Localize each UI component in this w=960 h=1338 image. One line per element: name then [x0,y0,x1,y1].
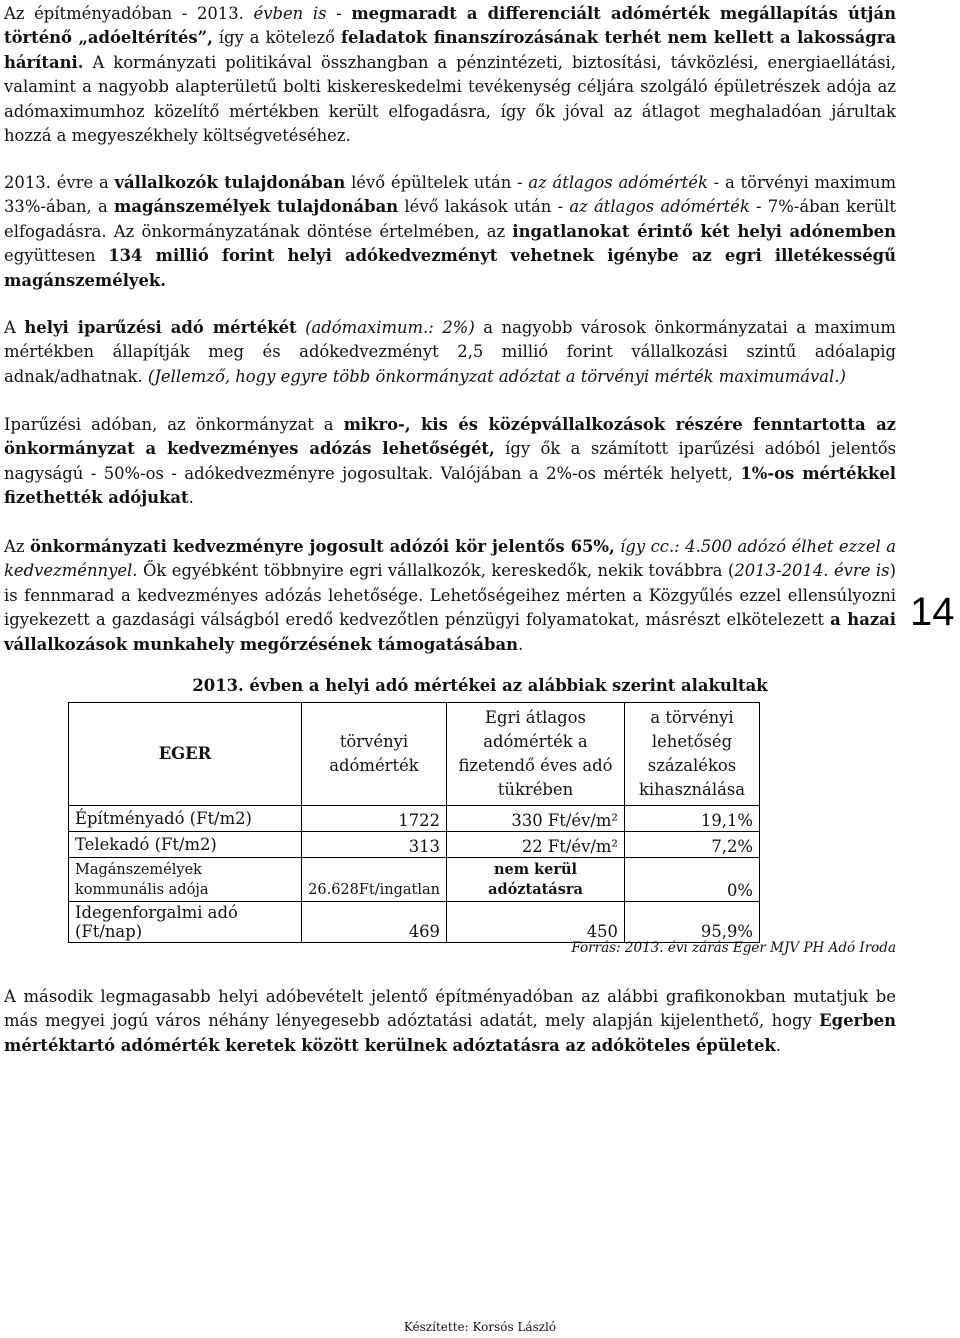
text-span: ) is fennmarad a kedvezményes adózás lehetősége. Lehetőségeihez mérten a Közgyűlés ezzel ellensúlyozni igyekezett a gazdasági válságból eredő kedvezőtlen pénzügyi folyamatokat, másrészt elkötelezett [4,561,896,630]
text-span: mikro-, kis és középvállalkozások részére fenntartotta az önkormányzat a kedvezményes adózás lehetőségét, [4,415,896,459]
text-span: lévő épültelek után - [345,173,529,192]
text-span: helyi iparűzési adó mértékét [24,318,297,337]
text-span: . [775,1035,781,1055]
text-span: az átlagos adómérték [569,197,750,217]
paragraph-plot-tax [4,171,896,293]
text-span: Az [4,537,30,556]
table-source-note: Forrás: 2013. évi zárás Eger MJV PH Adó Iroda [571,940,896,956]
row-utilization: 19,1% [625,806,760,832]
header-statutory-rate: törvényi adómérték [302,703,447,806]
text-span: ingatlanokat érintő két helyi adónemben [512,221,896,241]
paragraph-building-tax [4,2,896,148]
text-span: - a törvényi maximum 33%-ában, a [4,173,896,217]
text-span: Ők egyébként többnyire egri vállalkozók, kereskedők, nekik továbbra ( [137,561,735,581]
table-header-row [69,703,760,806]
text-span: 1%-os mértékkel fizethették adójukat [4,463,896,508]
text-span: feladatok finanszírozásának terhét nem kellett a lakosságra hárítani. [4,28,896,72]
text-span: 2013-2014. évre is [734,561,890,581]
row-average-rate: 330 Ft/év/m² [447,806,625,832]
row-name: Telekadó (Ft/m2) [69,832,302,858]
row-name: Építményadó (Ft/m2) [69,806,302,832]
text-span: így ők a számított iparűzési adóból jelentős nagyságú - 50%-os - adókedvezményre jogosultak. Valójában a 2%-os mérték helyett, [4,439,896,483]
text-span: évben is [253,4,327,23]
text-span: A második legmagasabb helyi adóbevételt jelentő építményadóban az alábbi grafikonokban mutatjuk be más megyei jogú város néhány lényegesebb adóztatási adatát, mely alapján kijelenthető, hogy [4,987,896,1031]
header-eger: EGER [69,703,302,806]
table-title: 2013. évben a helyi adó mértékei az alábbiak szerint alakultak [192,676,768,695]
row-utilization: 0% [625,858,760,902]
text-span: így cc.: 4.500 adózó élhet ezzel a kedvezménnyel. [4,537,896,581]
text-span: lévő lakások után - [398,197,570,217]
text-span: . [518,634,524,654]
text-span: önkormányzati kedvezményre jogosult adózói kör jelentős 65%, [29,537,615,556]
row-statutory-rate: 313 [302,832,447,858]
row-utilization: 7,2% [625,832,760,858]
text-span: az átlagos adómérték [528,173,708,192]
text-span: a nagyobb városok önkormányzatai a maximum mértékben állapítják meg és adókedvezményt 2,5 millió forint vállalkozási szintű adóalapig adnak/adhatnak. [4,318,896,386]
text-span: (adómaximum.: 2%) [296,318,475,337]
footer-author: Készítette: Korsós László [403,1320,557,1334]
row-statutory-rate: 1722 [302,806,447,832]
text-span: Az építményadóban - 2013. [4,4,254,23]
paragraph-eligible-taxpayers [4,535,896,657]
text-span: vállalkozók tulajdonában [114,173,346,192]
row-average-rate: nem kerül adóztatásra [447,858,625,902]
text-span: Egerben mértéktartó adómérték keretek között kerülnek adóztatásra az adóköteles épületek [4,1011,896,1055]
text-span: A [4,318,25,337]
text-span: 2013. évre a [4,173,115,192]
text-span: a hazai vállalkozások munkahely megőrzésének támogatásában [4,610,896,654]
text-span: magánszemélyek tulajdonában [114,197,399,217]
text-span: . [188,488,194,508]
text-span: - 7%-ában került elfogadásra. Az önkormányzatának döntése értelmében, az [4,197,897,241]
table-row [69,902,760,943]
paragraph-business-tax-rate [4,316,896,389]
text-span: együttesen [4,246,109,266]
text-span: - [326,4,352,23]
row-statutory-rate: 26.628Ft/ingatlan [302,858,447,902]
paragraph-comparison [4,985,896,1058]
row-utilization: 95,9% [625,902,760,943]
row-name: Idegenforgalmi adó (Ft/nap) [69,902,302,943]
header-utilization: a törvényi lehetőség százalékos kihasználása [625,703,760,806]
header-average-rate: Egri átlagos adómérték a fizetendő éves adó tükrében [447,703,625,806]
text-span: (Jellemző, hogy egyre több önkormányzat adóztat a törvényi mérték maximumával.) [147,366,846,386]
paragraph-business-tax-discount [4,413,896,511]
table-row [69,832,760,858]
tax-rates-table [68,702,760,943]
text-span: így a kötelező [212,28,341,48]
text-span: Iparűzési adóban, az önkormányzat a [4,415,344,434]
page-number: 14 [910,590,955,634]
table-row [69,806,760,832]
row-statutory-rate: 469 [302,902,447,943]
text-span: 134 millió forint helyi adókedvezményt vehetnek igénybe az egri illetékességű magánszemélyek. [4,246,896,290]
row-average-rate: 450 [447,902,625,943]
table-row [69,858,760,902]
row-name: Magánszemélyek kommunális adója [69,858,302,902]
row-average-rate: 22 Ft/év/m² [447,832,625,858]
text-span: A kormányzati politikával összhangban a pénzintézeti, biztosítási, távközlési, energiaellátási, valamint a nagyobb alapterületű bolti kiskereskedelmi tevékenység céljára szolgáló épületrészek adója az adómaximumhoz közelítő mértékben került elfogadásra, így ők jóval az átlagot meghaladóan járultak hozzá a megyeszékhely költségvetéséhez. [4,52,896,146]
text-span: megmaradt a differenciált adómérték megállapítás útján történő „adóeltérítés”, [4,4,896,48]
